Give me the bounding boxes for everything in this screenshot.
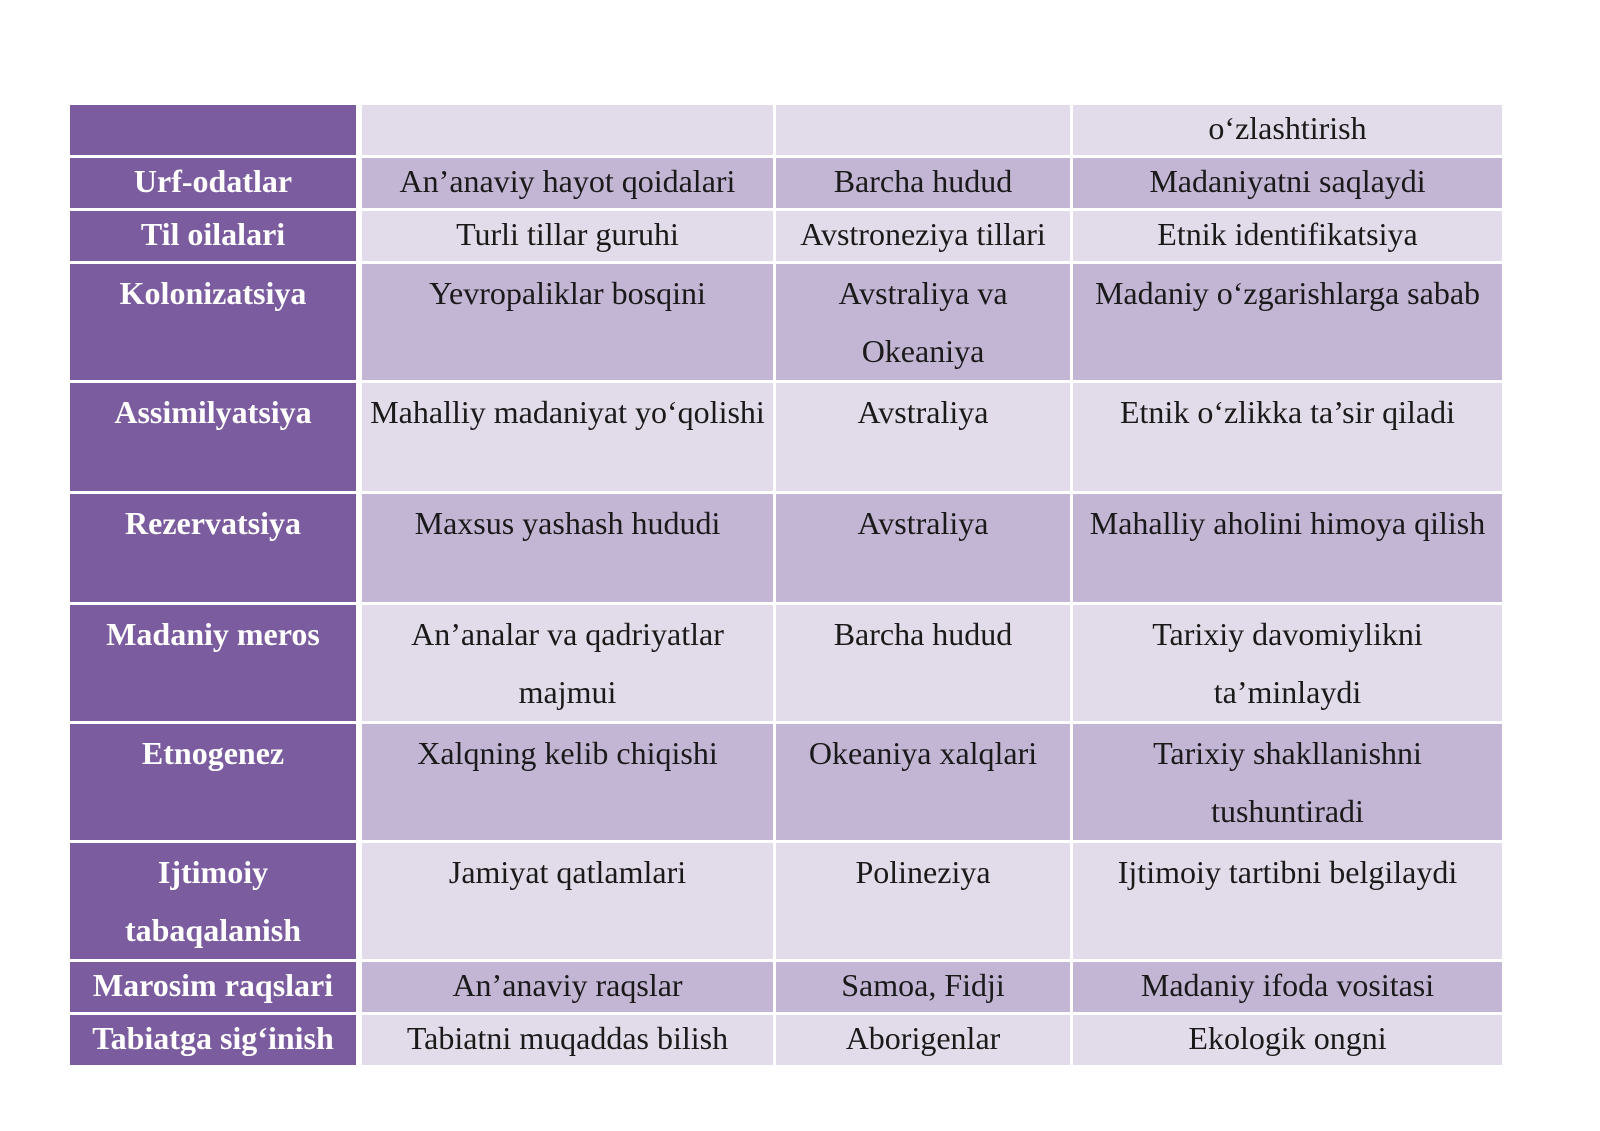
definition-cell: Turli tillar guruhi [362, 211, 776, 264]
table-row [70, 494, 1502, 605]
table-row [70, 724, 1502, 843]
term-cell: Assimilyatsiya [70, 383, 362, 494]
role-cell: Madaniyatni saqlaydi [1073, 158, 1502, 211]
region-cell: Avstraliya [776, 494, 1073, 605]
table-row [70, 383, 1502, 494]
role-cell: Madaniy ifoda vositasi [1073, 962, 1502, 1015]
role-cell: Ekologik ongni [1073, 1015, 1502, 1068]
term-cell: Rezervatsiya [70, 494, 362, 605]
term-cell: Til oilalari [70, 211, 362, 264]
definition-cell: An’anaviy raqslar [362, 962, 776, 1015]
region-cell: Avstraliya va Okeaniya [776, 264, 1073, 383]
role-cell: Madaniy o‘zgarishlarga sabab [1073, 264, 1502, 383]
term-cell: Etnogenez [70, 724, 362, 843]
definition-cell: An’anaviy hayot qoidalari [362, 158, 776, 211]
table-row [70, 962, 1502, 1015]
table-row [70, 1015, 1502, 1068]
definition-cell: Xalqning kelib chiqishi [362, 724, 776, 843]
region-cell: Aborigenlar [776, 1015, 1073, 1068]
role-cell: Mahalliy aholini himoya qilish [1073, 494, 1502, 605]
definition-cell: Maxsus yashash hududi [362, 494, 776, 605]
data-table [70, 105, 1502, 1068]
role-cell: Tarixiy davomiylikni ta’minlaydi [1073, 605, 1502, 724]
table-row [70, 264, 1502, 383]
region-cell: Barcha hudud [776, 605, 1073, 724]
region-cell: Barcha hudud [776, 158, 1073, 211]
region-cell: Polineziya [776, 843, 1073, 962]
table-body [70, 105, 1502, 1068]
term-cell: Kolonizatsiya [70, 264, 362, 383]
table-row [70, 843, 1502, 962]
definition-cell: Mahalliy madaniyat yo‘qolishi [362, 383, 776, 494]
table-row [70, 605, 1502, 724]
term-cell: Urf-odatlar [70, 158, 362, 211]
term-cell: Madaniy meros [70, 605, 362, 724]
term-cell: Marosim raqslari [70, 962, 362, 1015]
definition-cell: An’analar va qadriyatlar majmui [362, 605, 776, 724]
table-row [70, 158, 1502, 211]
region-cell: Avstroneziya tillari [776, 211, 1073, 264]
role-cell: Tarixiy shakllanishni tushuntiradi [1073, 724, 1502, 843]
definition-cell: Tabiatni muqaddas bilish [362, 1015, 776, 1068]
table-row [70, 211, 1502, 264]
table-row [70, 105, 1502, 158]
role-cell: Ijtimoiy tartibni belgilaydi [1073, 843, 1502, 962]
definition-cell: Jamiyat qatlamlari [362, 843, 776, 962]
region-cell [776, 105, 1073, 158]
role-cell: Etnik o‘zlikka ta’sir qiladi [1073, 383, 1502, 494]
term-cell: Ijtimoiy tabaqalanish [70, 843, 362, 962]
role-cell: o‘zlashtirish [1073, 105, 1502, 158]
definition-cell: Yevropaliklar bosqini [362, 264, 776, 383]
term-cell [70, 105, 362, 158]
definition-cell [362, 105, 776, 158]
role-cell: Etnik identifikatsiya [1073, 211, 1502, 264]
region-cell: Samoa, Fidji [776, 962, 1073, 1015]
region-cell: Okeaniya xalqlari [776, 724, 1073, 843]
term-cell: Tabiatga sig‘inish [70, 1015, 362, 1068]
region-cell: Avstraliya [776, 383, 1073, 494]
